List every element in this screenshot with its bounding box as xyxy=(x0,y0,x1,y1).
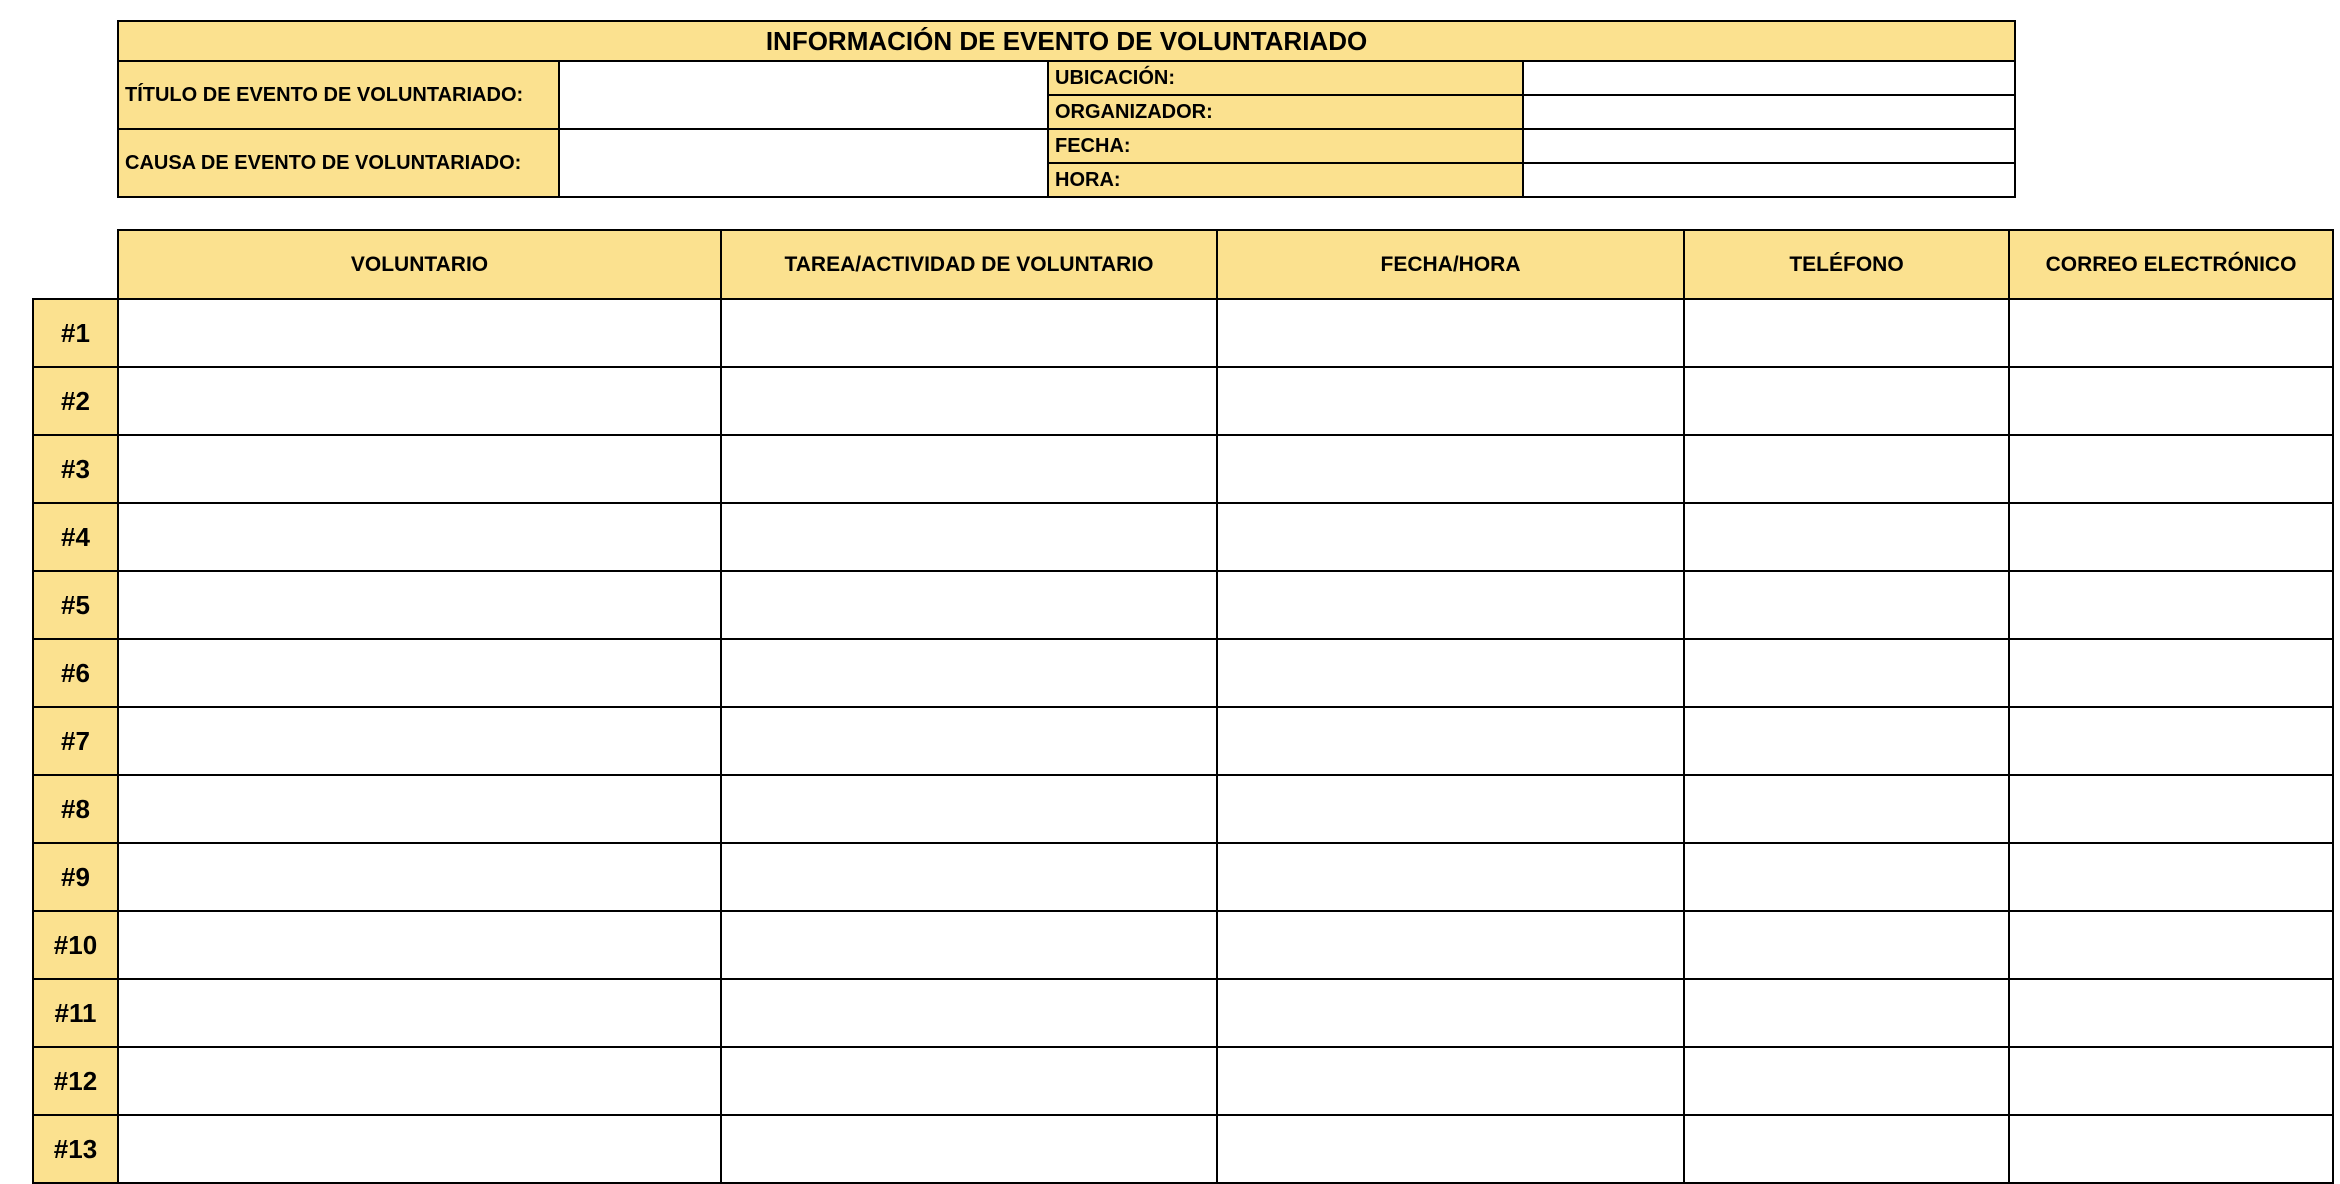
phone-cell[interactable] xyxy=(1684,1115,2009,1183)
email-cell[interactable] xyxy=(2009,435,2333,503)
event-info-table xyxy=(117,20,2016,198)
row-number: #8 xyxy=(33,775,118,843)
task-cell[interactable] xyxy=(721,979,1217,1047)
phone-cell[interactable] xyxy=(1684,299,2009,367)
task-cell[interactable] xyxy=(721,707,1217,775)
email-cell[interactable] xyxy=(2009,367,2333,435)
event-title-field[interactable] xyxy=(559,61,1048,129)
volunteer-cell[interactable] xyxy=(118,707,721,775)
phone-cell[interactable] xyxy=(1684,367,2009,435)
task-cell[interactable] xyxy=(721,571,1217,639)
location-field[interactable] xyxy=(1523,61,2015,95)
volunteer-cell[interactable] xyxy=(118,979,721,1047)
phone-cell[interactable] xyxy=(1684,775,2009,843)
email-cell[interactable] xyxy=(2009,1047,2333,1115)
table-row xyxy=(33,911,2333,979)
table-row xyxy=(33,843,2333,911)
volunteer-cell[interactable] xyxy=(118,435,721,503)
volunteer-cell[interactable] xyxy=(118,775,721,843)
phone-cell[interactable] xyxy=(1684,435,2009,503)
row-number: #2 xyxy=(33,367,118,435)
task-cell[interactable] xyxy=(721,639,1217,707)
date-label: FECHA: xyxy=(1048,129,1523,163)
volunteer-cell[interactable] xyxy=(118,571,721,639)
phone-cell[interactable] xyxy=(1684,843,2009,911)
datetime-cell[interactable] xyxy=(1217,707,1684,775)
phone-cell[interactable] xyxy=(1684,503,2009,571)
table-row xyxy=(33,503,2333,571)
header-task: TAREA/ACTIVIDAD DE VOLUNTARIO xyxy=(721,230,1217,299)
table-corner xyxy=(33,230,118,299)
task-cell[interactable] xyxy=(721,503,1217,571)
email-cell[interactable] xyxy=(2009,503,2333,571)
row-number: #10 xyxy=(33,911,118,979)
header-email: CORREO ELECTRÓNICO xyxy=(2009,230,2333,299)
volunteer-cell[interactable] xyxy=(118,299,721,367)
datetime-cell[interactable] xyxy=(1217,1047,1684,1115)
task-cell[interactable] xyxy=(721,1115,1217,1183)
volunteer-cell[interactable] xyxy=(118,1047,721,1115)
time-field[interactable] xyxy=(1523,163,2015,197)
row-number: #12 xyxy=(33,1047,118,1115)
table-row xyxy=(33,367,2333,435)
row-number: #11 xyxy=(33,979,118,1047)
volunteer-cell[interactable] xyxy=(118,367,721,435)
row-number: #6 xyxy=(33,639,118,707)
phone-cell[interactable] xyxy=(1684,979,2009,1047)
table-row xyxy=(33,1115,2333,1183)
datetime-cell[interactable] xyxy=(1217,979,1684,1047)
datetime-cell[interactable] xyxy=(1217,843,1684,911)
datetime-cell[interactable] xyxy=(1217,435,1684,503)
table-row xyxy=(33,1047,2333,1115)
email-cell[interactable] xyxy=(2009,1115,2333,1183)
phone-cell[interactable] xyxy=(1684,1047,2009,1115)
email-cell[interactable] xyxy=(2009,707,2333,775)
task-cell[interactable] xyxy=(721,911,1217,979)
datetime-cell[interactable] xyxy=(1217,367,1684,435)
email-cell[interactable] xyxy=(2009,299,2333,367)
task-cell[interactable] xyxy=(721,435,1217,503)
datetime-cell[interactable] xyxy=(1217,639,1684,707)
volunteer-cell[interactable] xyxy=(118,1115,721,1183)
email-cell[interactable] xyxy=(2009,979,2333,1047)
table-row xyxy=(33,775,2333,843)
table-row xyxy=(33,571,2333,639)
event-title-label: TÍTULO DE EVENTO DE VOLUNTARIADO: xyxy=(118,61,559,129)
date-field[interactable] xyxy=(1523,129,2015,163)
row-number: #4 xyxy=(33,503,118,571)
table-row xyxy=(33,639,2333,707)
organizer-label: ORGANIZADOR: xyxy=(1048,95,1523,129)
datetime-cell[interactable] xyxy=(1217,503,1684,571)
row-number: #5 xyxy=(33,571,118,639)
phone-cell[interactable] xyxy=(1684,707,2009,775)
volunteer-cell[interactable] xyxy=(118,843,721,911)
phone-cell[interactable] xyxy=(1684,911,2009,979)
table-row xyxy=(33,707,2333,775)
row-number: #9 xyxy=(33,843,118,911)
phone-cell[interactable] xyxy=(1684,639,2009,707)
email-cell[interactable] xyxy=(2009,843,2333,911)
location-label: UBICACIÓN: xyxy=(1048,61,1523,95)
row-number: #1 xyxy=(33,299,118,367)
header-phone: TELÉFONO xyxy=(1684,230,2009,299)
event-cause-field[interactable] xyxy=(559,129,1048,197)
row-number: #3 xyxy=(33,435,118,503)
datetime-cell[interactable] xyxy=(1217,299,1684,367)
event-info-heading: INFORMACIÓN DE EVENTO DE VOLUNTARIADO xyxy=(118,21,2015,61)
organizer-field[interactable] xyxy=(1523,95,2015,129)
volunteer-cell[interactable] xyxy=(118,639,721,707)
email-cell[interactable] xyxy=(2009,911,2333,979)
table-row xyxy=(33,299,2333,367)
datetime-cell[interactable] xyxy=(1217,775,1684,843)
task-cell[interactable] xyxy=(721,775,1217,843)
header-volunteer: VOLUNTARIO xyxy=(118,230,721,299)
task-cell[interactable] xyxy=(721,299,1217,367)
email-cell[interactable] xyxy=(2009,571,2333,639)
event-cause-label: CAUSA DE EVENTO DE VOLUNTARIADO: xyxy=(118,129,559,197)
task-cell[interactable] xyxy=(721,1047,1217,1115)
email-cell[interactable] xyxy=(2009,639,2333,707)
email-cell[interactable] xyxy=(2009,775,2333,843)
volunteer-cell[interactable] xyxy=(118,503,721,571)
row-number: #13 xyxy=(33,1115,118,1183)
volunteer-cell[interactable] xyxy=(118,911,721,979)
table-row xyxy=(33,979,2333,1047)
volunteer-table-body xyxy=(33,299,2333,1183)
volunteer-table xyxy=(32,229,2334,1184)
header-datetime: FECHA/HORA xyxy=(1217,230,1684,299)
table-row xyxy=(33,435,2333,503)
task-cell[interactable] xyxy=(721,367,1217,435)
datetime-cell[interactable] xyxy=(1217,911,1684,979)
row-number: #7 xyxy=(33,707,118,775)
task-cell[interactable] xyxy=(721,843,1217,911)
time-label: HORA: xyxy=(1048,163,1523,197)
phone-cell[interactable] xyxy=(1684,571,2009,639)
datetime-cell[interactable] xyxy=(1217,571,1684,639)
datetime-cell[interactable] xyxy=(1217,1115,1684,1183)
